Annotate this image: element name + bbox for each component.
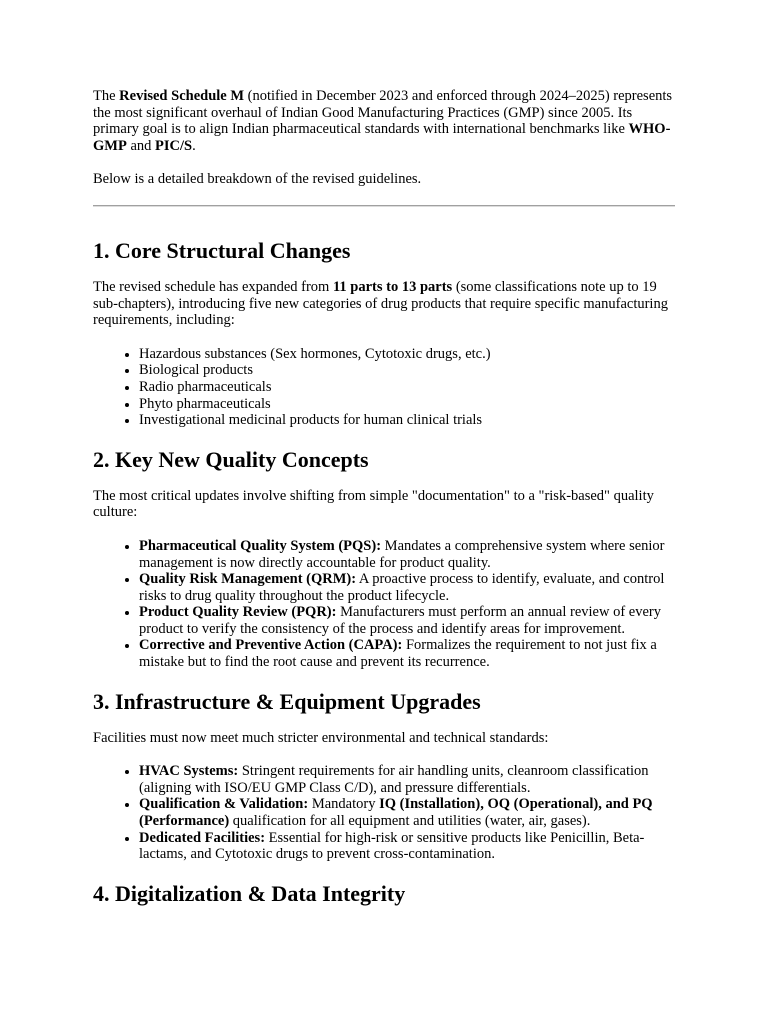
list-item [139, 796, 675, 829]
list-item [139, 637, 675, 670]
list-item-term: Product Quality Review (PQR): [139, 604, 337, 621]
list-item-text: Mandatory [308, 796, 380, 813]
intro-breakdown-line: Below is a detailed breakdown of the revised guidelines. [93, 171, 422, 188]
section2-paragraph: The most critical updates involve shifting from simple "documentation" to a "risk-based" quality culture: [93, 487, 654, 521]
list-item [139, 538, 675, 571]
list-item-term: Qualification & Validation: [139, 796, 309, 813]
intro-text: . [192, 137, 196, 154]
intro-text: The [93, 88, 120, 104]
list-item-term: HVAC Systems: [139, 763, 239, 780]
list-item-text: A proactive process to identify, evaluate, and control risks to drug quality throughout the product lifecycle. [139, 571, 665, 604]
section-heading-core-structural: 1. Core Structural Changes [93, 237, 351, 263]
section-heading-digitalization: 4. Digitalization & Data Integrity [93, 880, 406, 906]
intro-bold-schedule: Revised Schedule M [119, 88, 245, 104]
list-item-text: qualification for all equipment and utilities (water, air, gases). [229, 813, 591, 830]
list-item [139, 830, 675, 863]
section3-list [93, 763, 675, 863]
list-item-text: Essential for high-risk or sensitive products like Penicillin, Beta-lactams, and Cytotoxic drugs to prevent cross-contamination. [139, 829, 645, 863]
intro-bold-who: WHO-GMP [93, 121, 671, 154]
section3-paragraph: Facilities must now meet much stricter environmental and technical standards: [93, 729, 549, 746]
section1-bold-parts: 11 parts to 13 parts [332, 278, 453, 295]
list-item-term: Pharmaceutical Quality System (PQS): [139, 537, 382, 554]
list-item: • Phyto pharmaceuticals [139, 396, 675, 413]
list-item [139, 763, 675, 796]
section-heading-infrastructure: 3. Infrastructure & Equipment Upgrades [93, 688, 481, 714]
horizontal-divider [93, 205, 675, 207]
intro-paragraph [93, 88, 675, 154]
list-item [139, 571, 675, 604]
section-heading-quality-concepts: 2. Key New Quality Concepts [93, 446, 369, 472]
intro-bold-pics: PIC/S [155, 137, 193, 154]
document-body [93, 88, 675, 907]
list-item-text: Stringent requirements for air handling units, cleanroom classification (aligning with ISO/EU GMP Class C/D), and pressure differentials. [139, 763, 649, 796]
list-item: • Radio pharmaceuticals [139, 379, 675, 396]
list-item-text: Formalizes the requirement to not just fix a mistake but to find the root cause and prevent its recurrence. [139, 637, 657, 671]
intro-text: (notified in December 2023 and enforced through 2024–2025) represents the most significant overhaul of Indian Good Manufacturing Practices (GMP) since 2005. Its primary goal is to align Indian pharmaceutical standards with international benchmarks like [93, 88, 673, 138]
section2-list [93, 538, 675, 671]
list-item-text: Mandates a comprehensive system where senior management is now directly accountable for product quality. [139, 537, 665, 571]
list-item-term: Dedicated Facilities: [139, 829, 266, 846]
list-item: • Investigational medicinal products for human clinical trials [139, 412, 675, 429]
list-item-term: Quality Risk Management (QRM): [139, 571, 357, 588]
section1-paragraph [93, 279, 675, 329]
list-item-term: Corrective and Preventive Action (CAPA): [139, 637, 403, 654]
list-item: • Hazardous substances (Sex hormones, Cytotoxic drugs, etc.) [139, 346, 675, 363]
section1-text: (some classifications note up to 19 sub-chapters), introducing five new categories of drug products that require specific manufacturing requirements, including: [93, 278, 668, 329]
list-item-text: Manufacturers must perform an annual review of every product to verify the consistency of the process and identify areas for improvement. [139, 604, 661, 637]
list-item: • Biological products [139, 362, 675, 379]
list-item [139, 604, 675, 637]
list-item-term: IQ (Installation), OQ (Operational), and PQ (Performance) [139, 796, 653, 830]
section1-text: The revised schedule has expanded from [93, 278, 333, 295]
section1-list [93, 346, 675, 429]
intro-text: and [126, 137, 156, 154]
